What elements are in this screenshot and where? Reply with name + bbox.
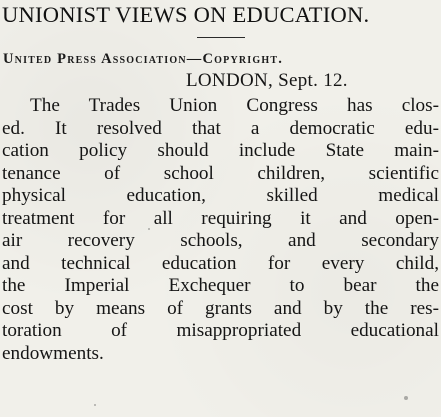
article-headline: UNIONIST VIEWS ON EDUCATION. — [2, 2, 370, 27]
body-line: toration of misappropriated educational — [2, 320, 439, 341]
body-line: air recovery schools, and secondary — [2, 230, 439, 251]
body-line: ed. It resolved that a democratic edu- — [2, 117, 439, 139]
body-line: tenance of school children, scientific — [2, 162, 439, 184]
print-speck — [148, 228, 150, 230]
body-line: the Imperial Exchequer to bear the — [2, 275, 439, 296]
headline-divider — [197, 37, 245, 38]
print-speck — [94, 404, 96, 406]
body-line: treatment for all requiring it and open- — [2, 207, 439, 229]
body-line: endowments. — [2, 342, 104, 364]
dateline: LONDON, Sept. 12. — [186, 70, 348, 91]
body-line: The Trades Union Congress has clos- — [30, 95, 439, 116]
print-speck — [404, 396, 408, 400]
print-speck — [364, 222, 366, 224]
article-body — [2, 95, 439, 365]
body-line: physical education, skilled medical — [2, 185, 439, 206]
body-line: and technical education for every child, — [2, 252, 439, 274]
body-line: cation policy should include State main- — [2, 140, 439, 161]
body-line: cost by means of grants and by the res- — [2, 297, 439, 319]
agency-credit: United Press Association—Copyright. — [3, 51, 284, 67]
